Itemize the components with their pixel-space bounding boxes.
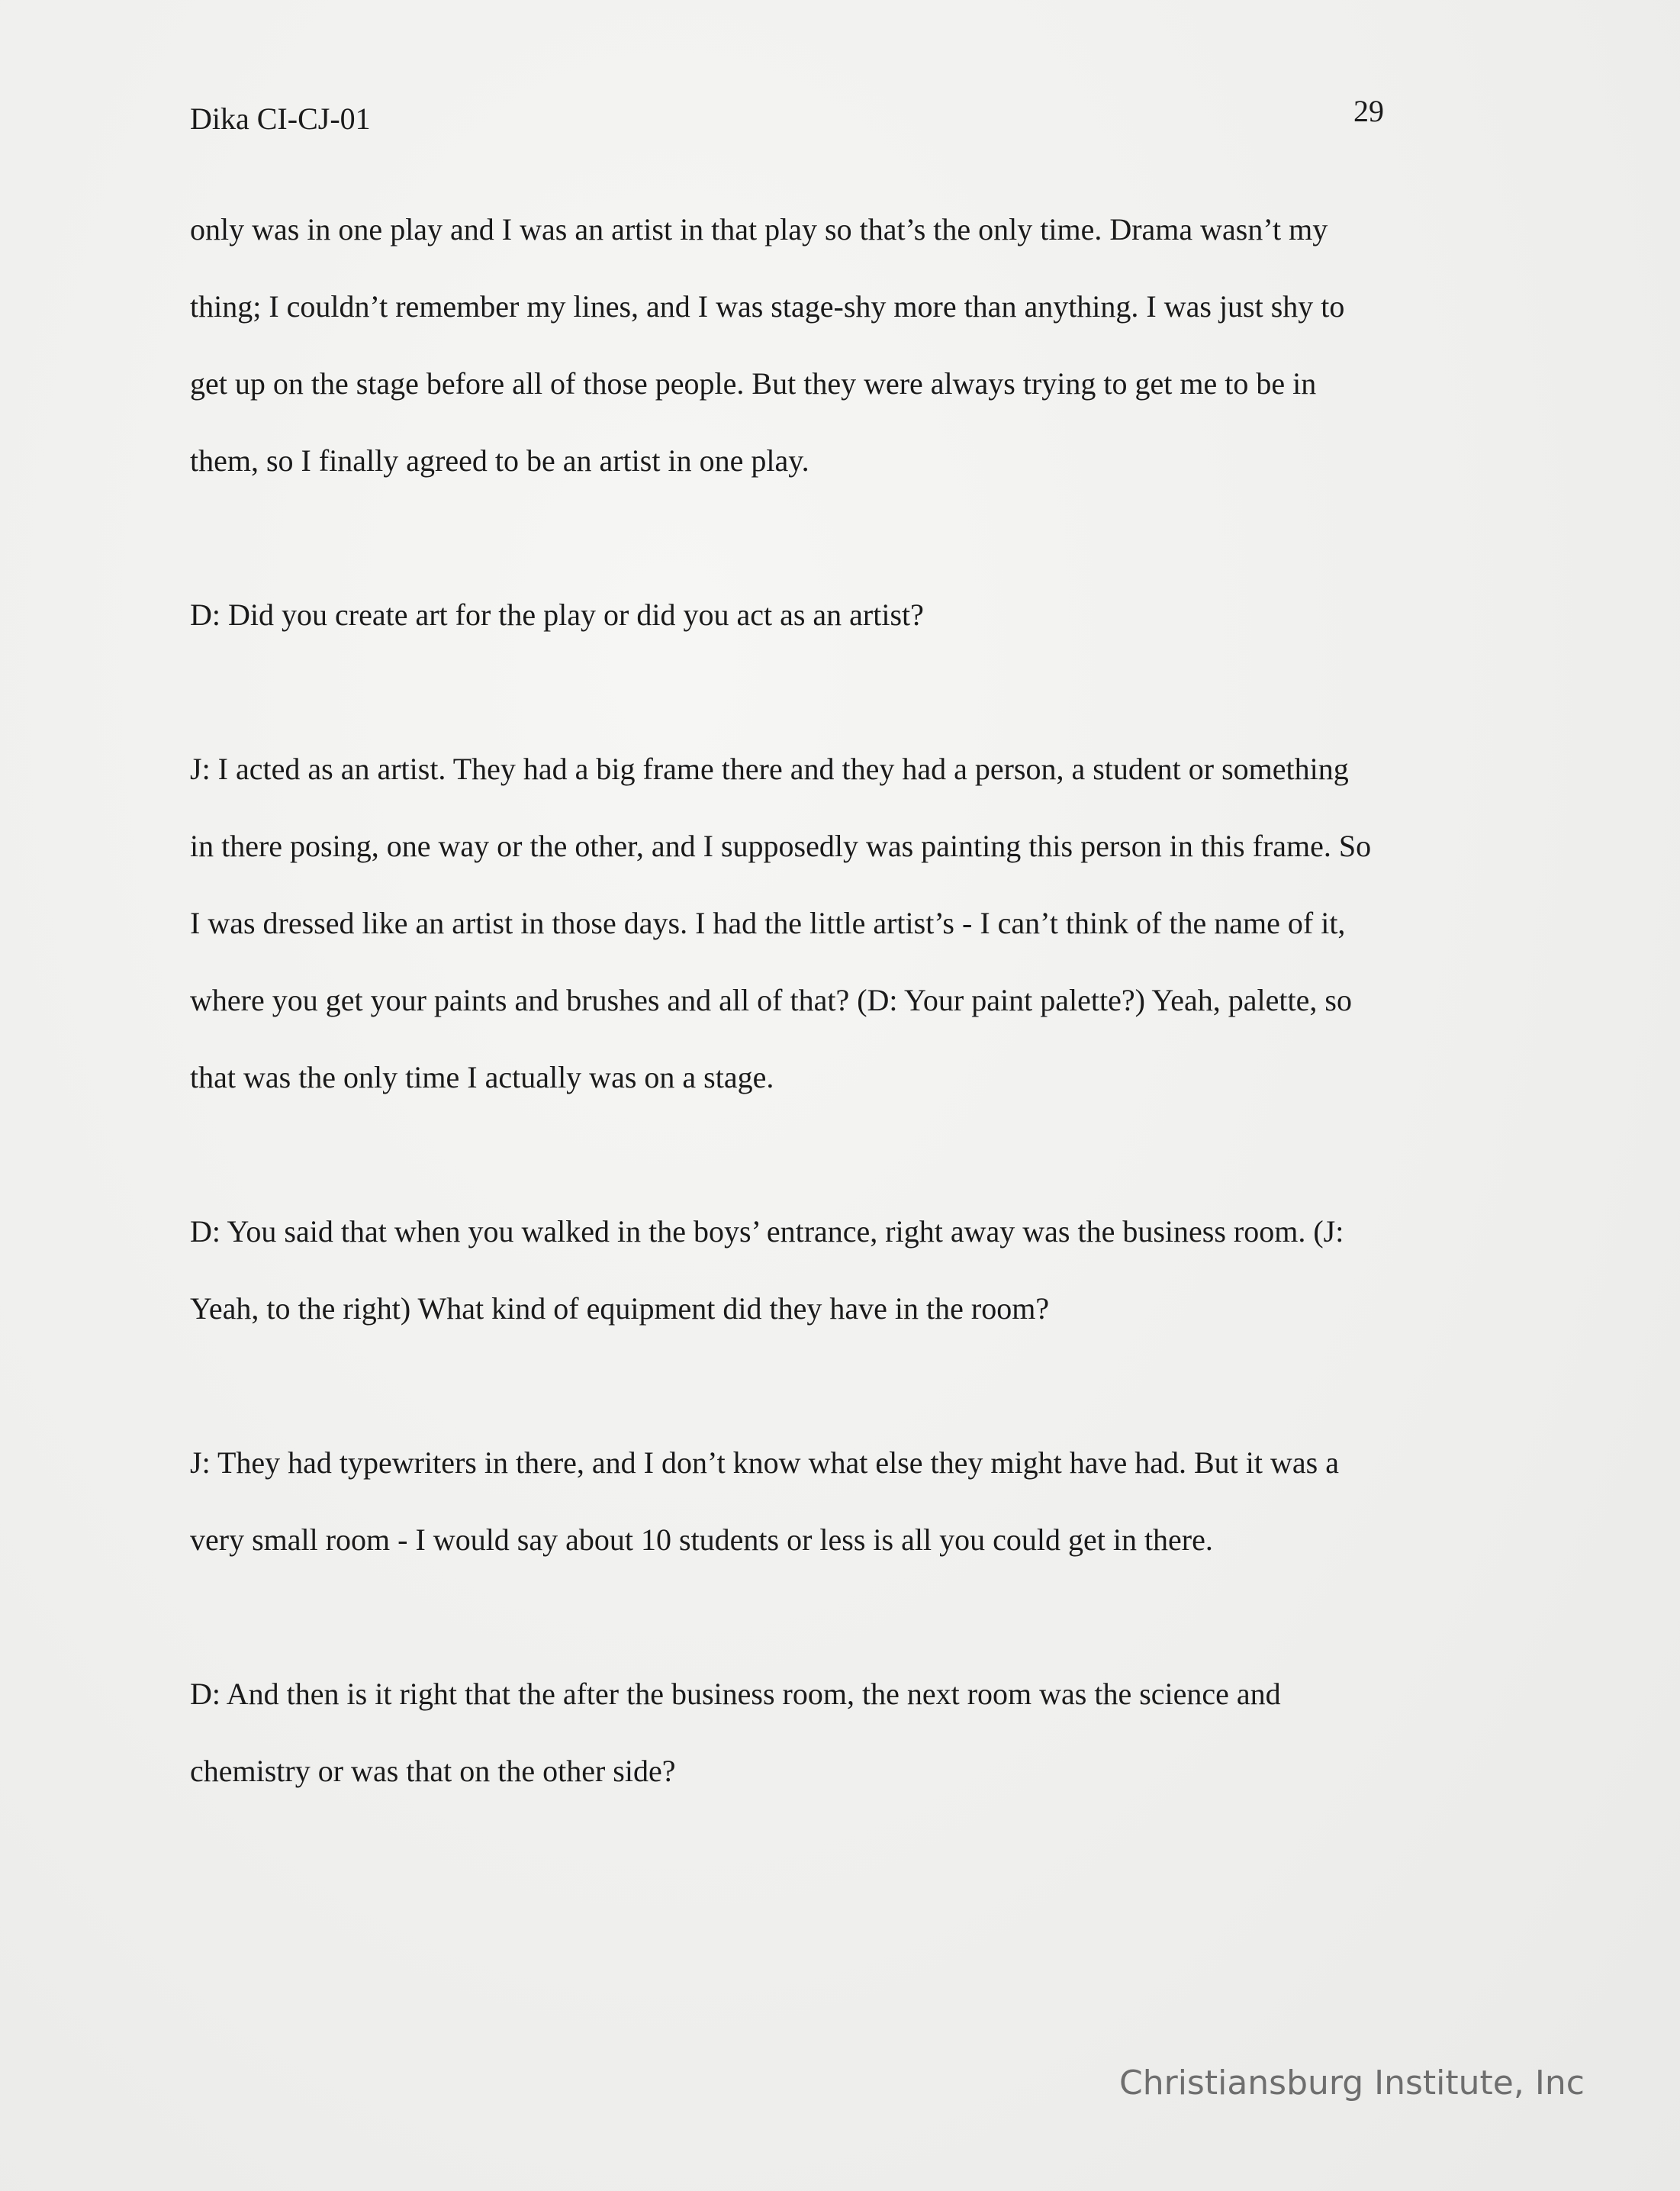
paragraph bbox=[190, 1193, 1487, 1347]
text-line: only was in one play and I was an artist in that play so that’s the only time. Drama wasn’t my bbox=[190, 212, 1328, 246]
text-line: D: Did you create art for the play or did you act as an artist? bbox=[190, 598, 924, 632]
text-line: them, so I finally agreed to be an artist in one play. bbox=[190, 443, 809, 478]
text-line: D: And then is it right that the after the business room, the next room was the science and bbox=[190, 1677, 1281, 1711]
text-line: I was dressed like an artist in those days. I had the little artist’s - I can’t think of the name of it, bbox=[190, 906, 1346, 940]
text-line: J: They had typewriters in there, and I don’t know what else they might have had. But it was a bbox=[190, 1445, 1339, 1480]
paragraph bbox=[190, 191, 1487, 499]
paragraph bbox=[190, 1655, 1487, 1809]
text-line: in there posing, one way or the other, and I supposedly was painting this person in this frame. So bbox=[190, 829, 1372, 863]
paragraph bbox=[190, 730, 1487, 1116]
text-line: Yeah, to the right) What kind of equipment did they have in the room? bbox=[190, 1291, 1050, 1326]
transcript-body bbox=[190, 191, 1487, 1887]
paragraph bbox=[190, 1424, 1487, 1578]
text-line: thing; I couldn’t remember my lines, and I was stage-shy more than anything. I was just shy to bbox=[190, 289, 1345, 324]
document-id: Dika CI-CJ-01 bbox=[190, 101, 371, 136]
page-number: 29 bbox=[1353, 94, 1384, 128]
paragraph bbox=[190, 576, 1487, 653]
text-line: where you get your paints and brushes and all of that? (D: Your paint palette?) Yeah, palette, so bbox=[190, 983, 1352, 1017]
text-line: get up on the stage before all of those people. But they were always trying to get me to be in bbox=[190, 366, 1317, 401]
text-line: D: You said that when you walked in the boys’ entrance, right away was the business room. (J: bbox=[190, 1214, 1344, 1249]
text-line: that was the only time I actually was on a stage. bbox=[190, 1060, 774, 1094]
watermark: Christiansburg Institute, Inc bbox=[1119, 2064, 1585, 2102]
text-line: very small room - I would say about 10 students or less is all you could get in there. bbox=[190, 1522, 1213, 1557]
text-line: J: I acted as an artist. They had a big frame there and they had a person, a student or something bbox=[190, 752, 1349, 786]
text-line: chemistry or was that on the other side? bbox=[190, 1754, 676, 1788]
